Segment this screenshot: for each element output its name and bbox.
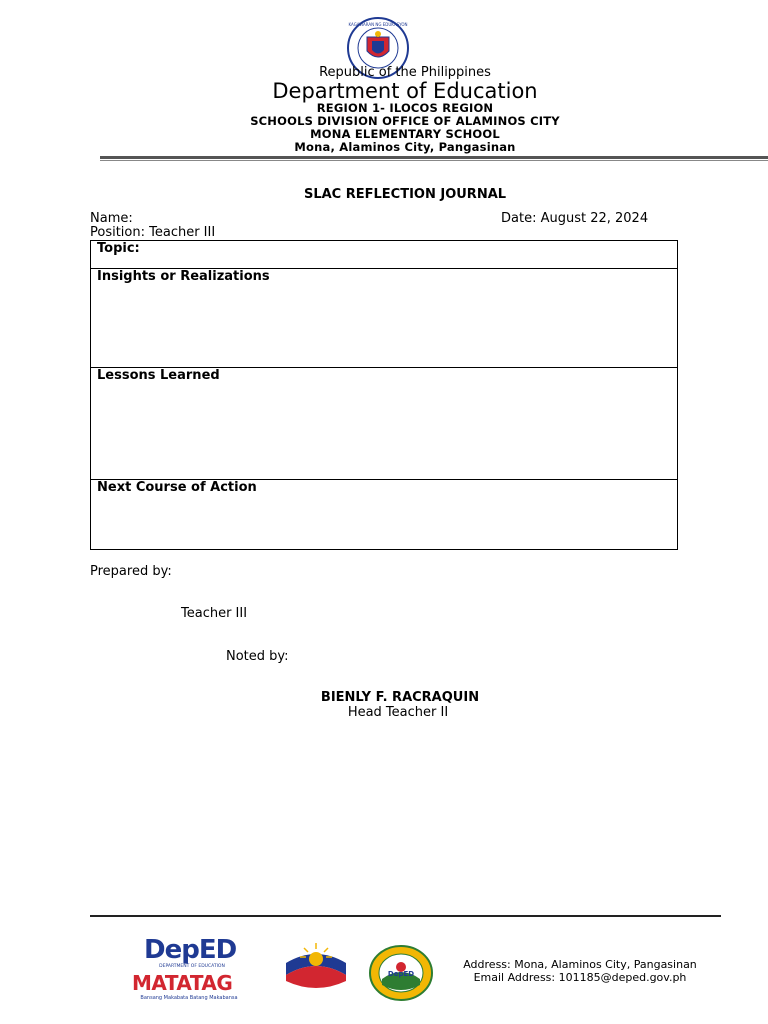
next-action-cell[interactable]: Next Course of Action [91, 480, 678, 550]
topic-cell[interactable]: Topic: [91, 241, 678, 269]
noted-by-label: Noted by: [226, 649, 289, 664]
noter-name: BIENLY F. RACRAQUIN [320, 690, 480, 705]
school-label: MONA ELEMENTARY SCHOOL [310, 127, 500, 141]
matatag-tagline: Bansang Makabata Batang Makabansa [140, 995, 238, 1001]
division-label: SCHOOLS DIVISION OFFICE OF ALAMINOS CITY [250, 114, 560, 128]
deped-matatag-logo [130, 935, 250, 1007]
journal-title: SLAC REFLECTION JOURNAL [303, 187, 507, 202]
deped-sub-text: DEPARTMENT OF EDUCATION [159, 964, 225, 969]
school-seal-icon [368, 945, 434, 1001]
location-label: Mona, Alaminos City, Pangasinan [294, 140, 516, 154]
prepared-by-label: Prepared by: [90, 564, 172, 579]
name-field[interactable]: Name: [90, 211, 133, 226]
region-label: REGION 1- ILOCOS REGION [316, 101, 494, 115]
footer-divider [90, 915, 721, 917]
bagong-pilipinas-logo-icon [282, 941, 350, 995]
footer-address: Address: Mona, Alaminos City, Pangasinan [463, 958, 697, 971]
header-divider [100, 156, 768, 159]
insights-cell[interactable]: Insights or Realizations [91, 269, 678, 368]
date-field: Date: August 22, 2024 [501, 211, 649, 226]
position-field: Position: Teacher III [90, 225, 216, 240]
department-title: Department of Education [272, 79, 538, 103]
school-seal-text: DepED [387, 970, 415, 978]
lessons-cell[interactable]: Lessons Learned [91, 368, 678, 480]
matatag-text: MATATAG [132, 971, 233, 995]
noter-position: Head Teacher II [347, 705, 449, 720]
reflection-table [90, 240, 678, 550]
republic-label: Republic of the Philippines [319, 65, 491, 80]
preparer-position: Teacher III [181, 606, 248, 621]
deped-logo-text: DepED [144, 935, 237, 965]
seal-text: KAGAWARAN NG EDUKASYON [348, 22, 408, 27]
footer-email[interactable]: Email Address: 101185@deped.gov.ph [473, 971, 687, 984]
header-divider-thin [100, 160, 768, 161]
